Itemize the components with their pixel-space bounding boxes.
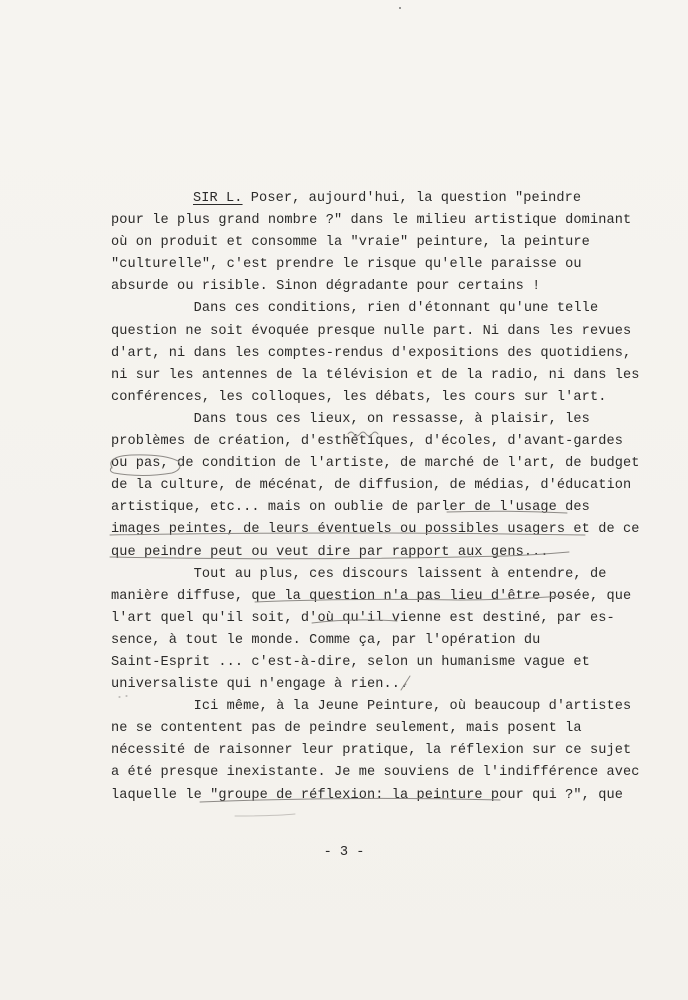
text-line: sence, à tout le monde. Comme ça, par l'opération du xyxy=(111,632,541,648)
text-line: images peintes, de leurs éventuels ou possibles usagers et de ce xyxy=(111,522,640,538)
text-line xyxy=(111,188,601,210)
text-line: Dans tous ces lieux, on ressasse, à plaisir, les xyxy=(111,411,590,427)
paper-speck xyxy=(399,7,401,9)
text-line: a été presque inexistante. Je me souviens de l'indifférence avec xyxy=(111,765,640,781)
text-line: ni sur les antennes de la télévision et de la radio, ni dans les xyxy=(111,367,640,383)
text-line: Saint-Esprit ... c'est-à-dire, selon un humanisme vague et xyxy=(111,654,590,670)
text-line: ou pas, de condition de l'artiste, de marché de l'art, de budget xyxy=(111,456,640,472)
text-line: Tout au plus, ces discours laissent à entendre, de xyxy=(111,566,607,582)
text-line: artistique, etc... mais on oublie de parler de l'usage des xyxy=(111,500,590,516)
text-line: de la culture, de mécénat, de diffusion, de médias, d'éducation xyxy=(111,478,632,494)
text-line: universaliste qui n'engage à rien... xyxy=(111,677,409,693)
text-line: pour le plus grand nombre ?" dans le milieu artistique dominant xyxy=(111,213,632,229)
speaker-label: SIR L. xyxy=(193,191,243,206)
text-line: Ici même, à la Jeune Peinture, où beaucoup d'artistes xyxy=(111,699,632,715)
page-number: - 3 - xyxy=(323,845,365,860)
text-line: manière diffuse, que la question n'a pas lieu d'être posée, que xyxy=(111,588,632,604)
text-line: question ne soit évoquée presque nulle part. Ni dans les revues xyxy=(111,323,632,339)
text-line: Dans ces conditions, rien d'étonnant qu'une telle xyxy=(111,301,599,317)
text-line: que peindre peut ou veut dire par rapport aux gens... xyxy=(111,544,549,560)
text-line-content: Poser, aujourd'hui, la question "peindre xyxy=(242,191,582,206)
text-line: où on produit et consomme la "vraie" peinture, la peinture xyxy=(111,235,590,251)
text-line: absurde ou risible. Sinon dégradante pour certains ! xyxy=(111,279,541,295)
text-line: laquelle le "groupe de réflexion: la peinture pour qui ?", que xyxy=(111,787,623,803)
text-line: "culturelle", c'est prendre le risque qu'elle paraisse ou xyxy=(111,257,582,273)
text-line: d'art, ni dans les comptes-rendus d'expositions des quotidiens, xyxy=(111,345,632,361)
document-body xyxy=(111,188,640,807)
text-line: conférences, les colloques, les débats, les cours sur l'art. xyxy=(111,389,607,405)
pencil-faint-mark xyxy=(235,814,295,816)
text-line: l'art quel qu'il soit, d'où qu'il vienne est destiné, par es- xyxy=(111,610,615,626)
text-line: ne se contentent pas de peindre seulement, mais posent la xyxy=(111,721,582,737)
text-line: nécessité de raisonner leur pratique, la réflexion sur ce sujet xyxy=(111,743,632,759)
text-line: problèmes de création, d'esthétiques, d'écoles, d'avant-gardes xyxy=(111,434,623,450)
